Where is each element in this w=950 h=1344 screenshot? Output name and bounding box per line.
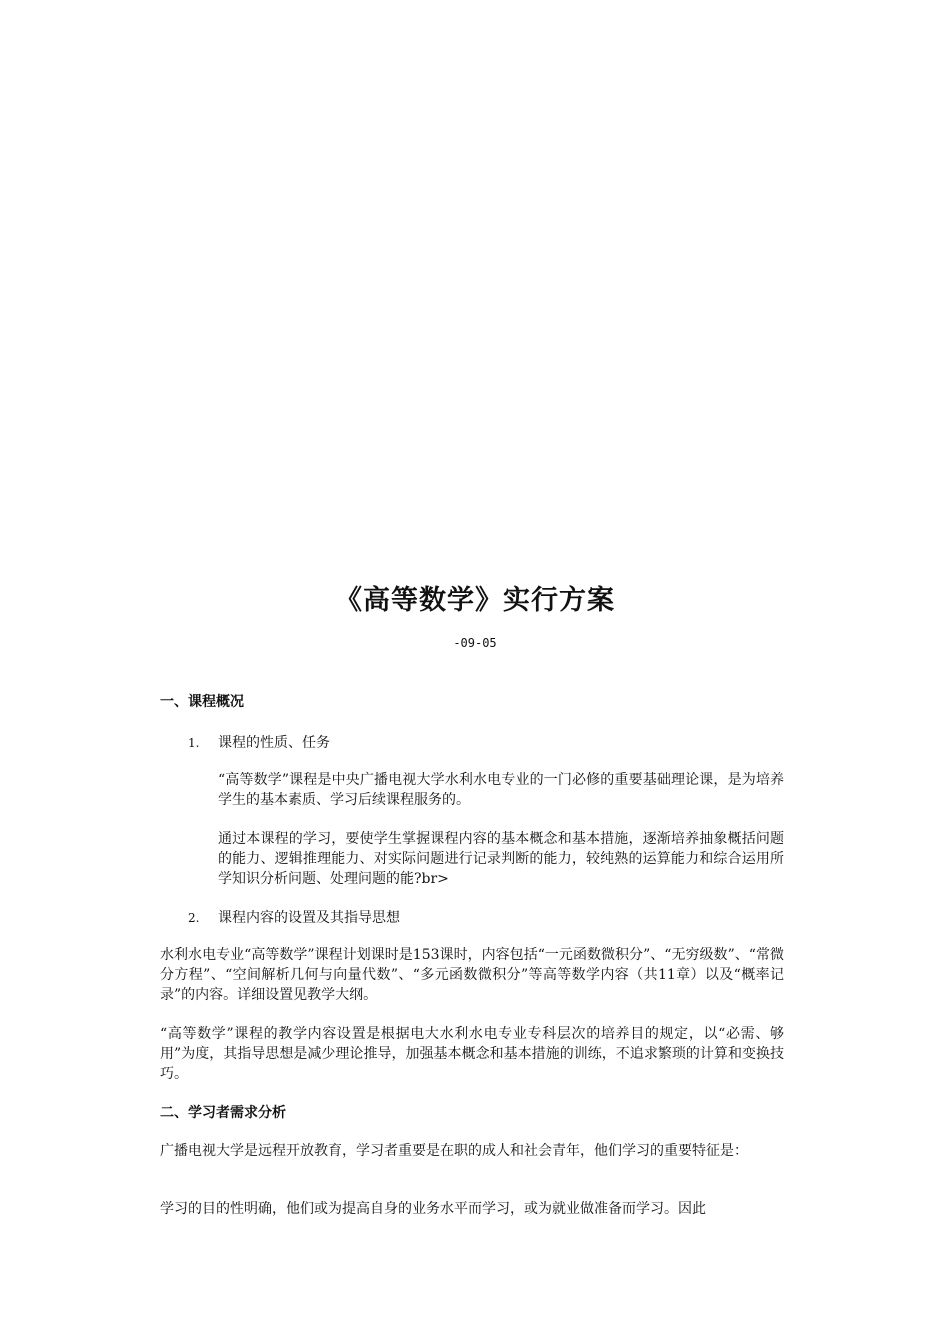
paragraph-learning-purpose: 学习的目的性明确，他们或为提高自身的业务水平而学习，或为就业做准备而学习。因此 (160, 1201, 706, 1217)
paragraph-course-nature: “高等数学”课程是中央广播电视大学水利水电专业的一门必修的重要基础理论课，是为培养学生的基本素质、学习后续课程服务的。 (218, 772, 784, 808)
subsection-nature-tasks (188, 732, 330, 752)
subsection-content-guidance (188, 907, 400, 927)
paragraph-learner-features: 广播电视大学是远程开放教育，学习者重要是在职的成人和社会青年，他们学习的重要特征是： (160, 1143, 748, 1159)
subsection-label: 课程内容的设置及其指导思想 (218, 910, 400, 926)
document-title: 《高等数学》实行方案 (335, 585, 615, 616)
section-heading-overview: 一、课程概况 (160, 694, 244, 710)
subsection-number: 2. (188, 911, 200, 925)
subsection-label: 课程的性质、任务 (218, 735, 330, 751)
paragraph-course-content: 水利水电专业“高等数学”课程计划课时是153课时，内容包括“一元函数微积分”、“无穷级数”、“常微分方程”、“空间解析几何与向量代数”、“多元函数微积分”等高等数学内容（共11章）以及“概率记录”的内容。详细设置见教学大纲。 (160, 947, 784, 1003)
paragraph-course-goals: 通过本课程的学习，要使学生掌握课程内容的基本概念和基本措施，逐渐培养抽象概括问题的能力、逻辑推理能力、对实际问题进行记录判断的能力，较纯熟的运算能力和综合运用所学知识分析问题、处理问题的能?br> (218, 831, 784, 887)
document-date: -09-05 (453, 636, 497, 650)
subsection-number: 1. (188, 736, 200, 750)
paragraph-guiding-idea: “高等数学”课程的教学内容设置是根据电大水利水电专业专科层次的培养目的规定，以“必需、够用”为度，其指导思想是减少理论推导，加强基本概念和基本措施的训练，不追求繁琐的计算和变换技巧。 (160, 1026, 784, 1082)
section-heading-learner-needs: 二、学习者需求分析 (160, 1105, 286, 1121)
